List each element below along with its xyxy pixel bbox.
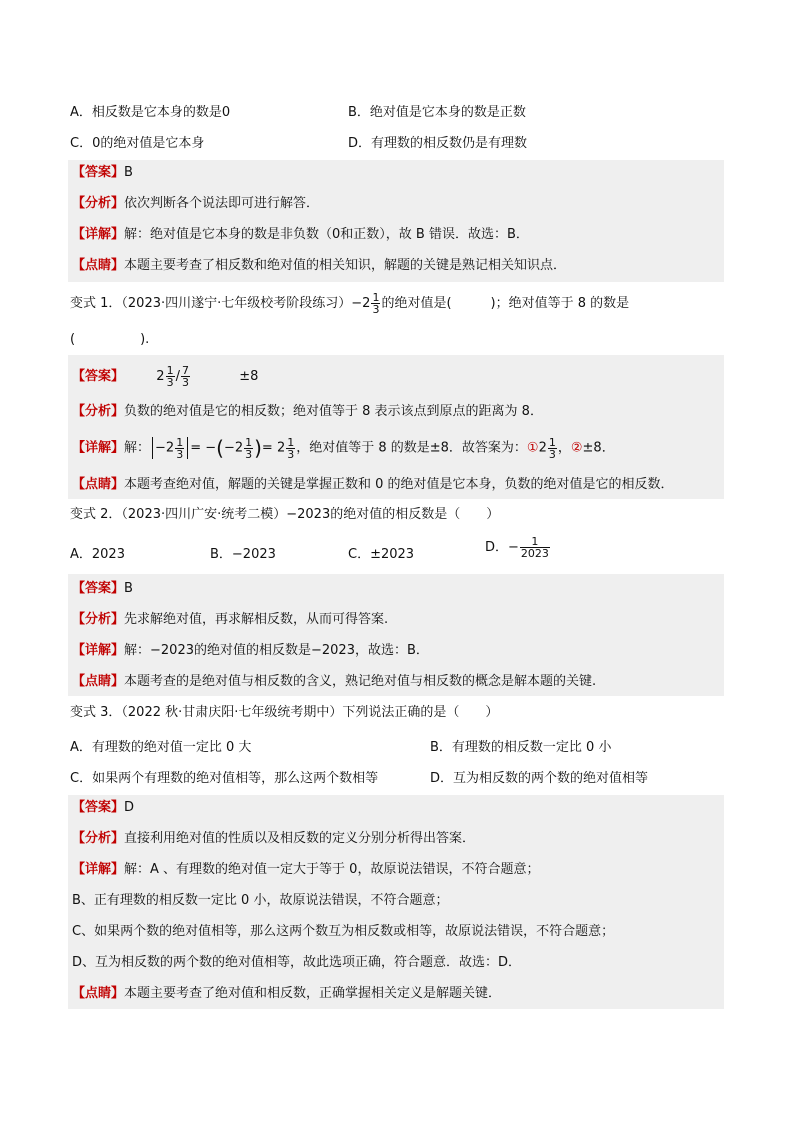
numerator: 1 — [245, 435, 253, 449]
v3-answer-row — [72, 799, 134, 817]
v3-option-b: B．有理数的相反数一定比 0 小 — [430, 740, 612, 755]
detail-eq2: = 2 — [261, 440, 286, 456]
ans-second: ±8 — [239, 369, 259, 384]
detail-ans-whole: 2 — [538, 440, 547, 456]
answer-text: B — [124, 581, 133, 596]
denominator: 2023 — [520, 547, 549, 560]
detail-tag: 【详解】 — [72, 643, 125, 658]
ans-fraction-1 — [166, 365, 175, 388]
analysis-tag: 【分析】 — [72, 404, 125, 419]
analysis-tag: 【分析】 — [72, 612, 125, 627]
detail-tag: 【详解】 — [72, 862, 125, 877]
v2-option-d — [485, 536, 551, 559]
v2-detail-row — [72, 642, 429, 660]
detail-fraction-3 — [286, 437, 295, 460]
v2-comment-row — [72, 673, 596, 691]
detail-neg-2: −2 — [223, 440, 244, 456]
numerator: 1 — [520, 536, 550, 548]
v1-stem-source: 变式 1．（2023·四川遂宁·七年级校考阶段练习） — [70, 296, 352, 311]
denominator: 3 — [287, 447, 295, 461]
v3-detail-b: B、正有理数的相反数一定比 0 小，故原说法错误，不符合题意； — [72, 893, 449, 908]
v3-solution-box — [68, 795, 724, 1009]
comment-text: 本题考查绝对值，解题的关键是掌握正数和 0 的绝对值是它本身，负数的绝对值是它的相反数． — [124, 477, 674, 492]
v1-answer-row — [72, 363, 258, 391]
comment-tag: 【点睛】 — [72, 674, 125, 689]
detail-end: ±8． — [582, 440, 615, 456]
numerator: 1 — [287, 435, 295, 449]
circled-two: ② — [570, 440, 583, 456]
v1-neg: −2 — [351, 296, 371, 311]
v3-stem: 变式 3．（2022 秋·甘肃庆阳·七年级统考期中）下列说法正确的是（ ） — [70, 705, 499, 720]
numerator: 1 — [548, 435, 556, 449]
q0-option-b: B．绝对值是它本身的数是正数 — [348, 105, 526, 120]
detail-tag: 【详解】 — [72, 227, 125, 242]
v2-solution-box — [68, 574, 724, 696]
v1-detail-row: 【详解】解： −2 $\frac{1}{3}$ = −(−2 $\frac{1}{3}$ )= 2 $\frac{1}{3}$ ，绝对值等于 8 的数是±8．故答案为：①2 $\frac{1}{3}$ ，②±8． — [72, 435, 615, 461]
v2-option-b: B．−2023 — [210, 547, 276, 562]
abs-bar-left — [152, 437, 153, 459]
detail-eq1: = − — [190, 440, 217, 456]
analysis-text: 负数的绝对值是它的相反数；绝对值等于 8 表示该点到原点的距离为 8． — [124, 404, 543, 419]
answer-tag: 【答案】 — [72, 165, 125, 180]
v3-detail-row — [72, 861, 539, 879]
numerator: 1 — [166, 364, 174, 377]
denominator: 3 — [181, 376, 189, 389]
comment-tag: 【点睛】 — [72, 258, 125, 273]
answer-tag: 【答案】 — [72, 369, 125, 384]
detail-text: 解：A 、有理数的绝对值一定大于等于 0，故原说法错误，不符合题意； — [124, 862, 540, 877]
detail-text: 解：绝对值是它本身的数是非负数（0和正数），故 B 错误．故选：B． — [124, 227, 529, 242]
denominator: 3 — [245, 447, 253, 461]
v3-option-a: A．有理数的绝对值一定比 0 大 — [70, 740, 252, 755]
answer-tag: 【答案】 — [72, 581, 125, 596]
v2-answer-row — [72, 580, 133, 598]
v2-analysis-row — [72, 611, 388, 629]
v3-option-c: C．如果两个有理数的绝对值相等，那么这两个数相等 — [70, 771, 379, 786]
analysis-tag: 【分析】 — [72, 196, 125, 211]
numerator: 1 — [176, 435, 184, 449]
comment-text: 本题考查的是绝对值与相反数的含义，熟记绝对值与相反数的概念是解本题的关键. — [124, 674, 597, 689]
detail-tag: 【详解】 — [72, 440, 125, 456]
q0-option-c: C．0的绝对值是它本身 — [70, 136, 205, 151]
ans-slash: / — [175, 369, 180, 384]
opt-d-fraction — [520, 536, 550, 559]
analysis-text: 先求解绝对值，再求解相反数，从而可得答案. — [124, 612, 389, 627]
denominator: 3 — [548, 447, 556, 461]
v2-option-c: C．±2023 — [348, 547, 415, 562]
detail-text: 解：−2023的绝对值的相反数是−2023，故选：B． — [124, 643, 429, 658]
detail-pre: 解： — [124, 440, 151, 456]
detail-fraction-2 — [244, 437, 253, 460]
abs-bar-right — [187, 437, 188, 459]
detail-neg: −2 — [155, 440, 175, 456]
v2-option-a: A．2023 — [70, 547, 125, 562]
v3-option-d: D．互为相反数的两个数的绝对值相等 — [430, 771, 649, 786]
ans-whole: 2 — [156, 369, 165, 384]
q0-detail-row — [72, 226, 529, 244]
denominator: 3 — [372, 303, 380, 316]
denominator: 3 — [176, 447, 184, 461]
q0-solution-box — [68, 160, 724, 282]
opt-d-prefix: D．− — [485, 540, 519, 555]
q0-analysis-row — [72, 195, 319, 213]
q0-option-a: A．相反数是它本身的数是0 — [70, 105, 231, 120]
numerator: 7 — [181, 364, 189, 377]
v1-fraction — [371, 292, 380, 315]
v2-stem: 变式 2．（2023·四川广安·统考二模）−2023的绝对值的相反数是（ ） — [70, 507, 500, 522]
answer-text: D — [124, 800, 135, 815]
analysis-text: 直接利用绝对值的性质以及相反数的定义分别分析得出答案． — [124, 831, 476, 846]
answer-tag: 【答案】 — [72, 800, 125, 815]
q0-comment-row — [72, 257, 566, 275]
answer-text: B — [124, 165, 133, 180]
q0-answer-row — [72, 164, 133, 182]
q0-option-d: D．有理数的相反数仍是有理数 — [348, 136, 528, 151]
paren-left: ( — [216, 436, 224, 460]
circled-one: ① — [526, 440, 539, 456]
v3-analysis-row — [72, 830, 475, 848]
v3-comment-row — [72, 985, 501, 1003]
v1-stem-line2: ( ). — [70, 332, 150, 347]
ans-fraction-2 — [181, 365, 190, 388]
denominator: 3 — [166, 376, 174, 389]
v3-detail-d: D、互为相反数的两个数的绝对值相等，故此选项正确，符合题意．故选：D． — [72, 955, 522, 970]
detail-fraction-4 — [548, 437, 557, 460]
v1-stem-mid: 的绝对值是( )；绝对值等于 8 的数是 — [381, 296, 630, 311]
detail-fraction-1 — [175, 437, 184, 460]
v1-comment-row — [72, 476, 674, 494]
v3-detail-c: C、如果两个数的绝对值相等，那么这两个数互为相反数或相等，故原说法错误，不符合题意； — [72, 924, 615, 939]
v1-analysis-row — [72, 403, 543, 421]
v1-stem — [70, 292, 724, 316]
comment-tag: 【点睛】 — [72, 986, 125, 1001]
numerator: 1 — [372, 291, 380, 304]
comment-text: 本题主要考查了绝对值和相反数，正确掌握相关定义是解题关键． — [124, 986, 502, 1001]
detail-mid: ，绝对值等于 8 的数是±8．故答案为： — [296, 440, 527, 456]
paren-right: ) — [254, 436, 262, 460]
comment-tag: 【点睛】 — [72, 477, 125, 492]
comment-text: 本题主要考查了相反数和绝对值的相关知识，解题的关键是熟记相关知识点． — [124, 258, 567, 273]
analysis-text: 依次判断各个说法即可进行解答． — [124, 196, 320, 211]
v1-solution-box — [68, 355, 724, 499]
analysis-tag: 【分析】 — [72, 831, 125, 846]
